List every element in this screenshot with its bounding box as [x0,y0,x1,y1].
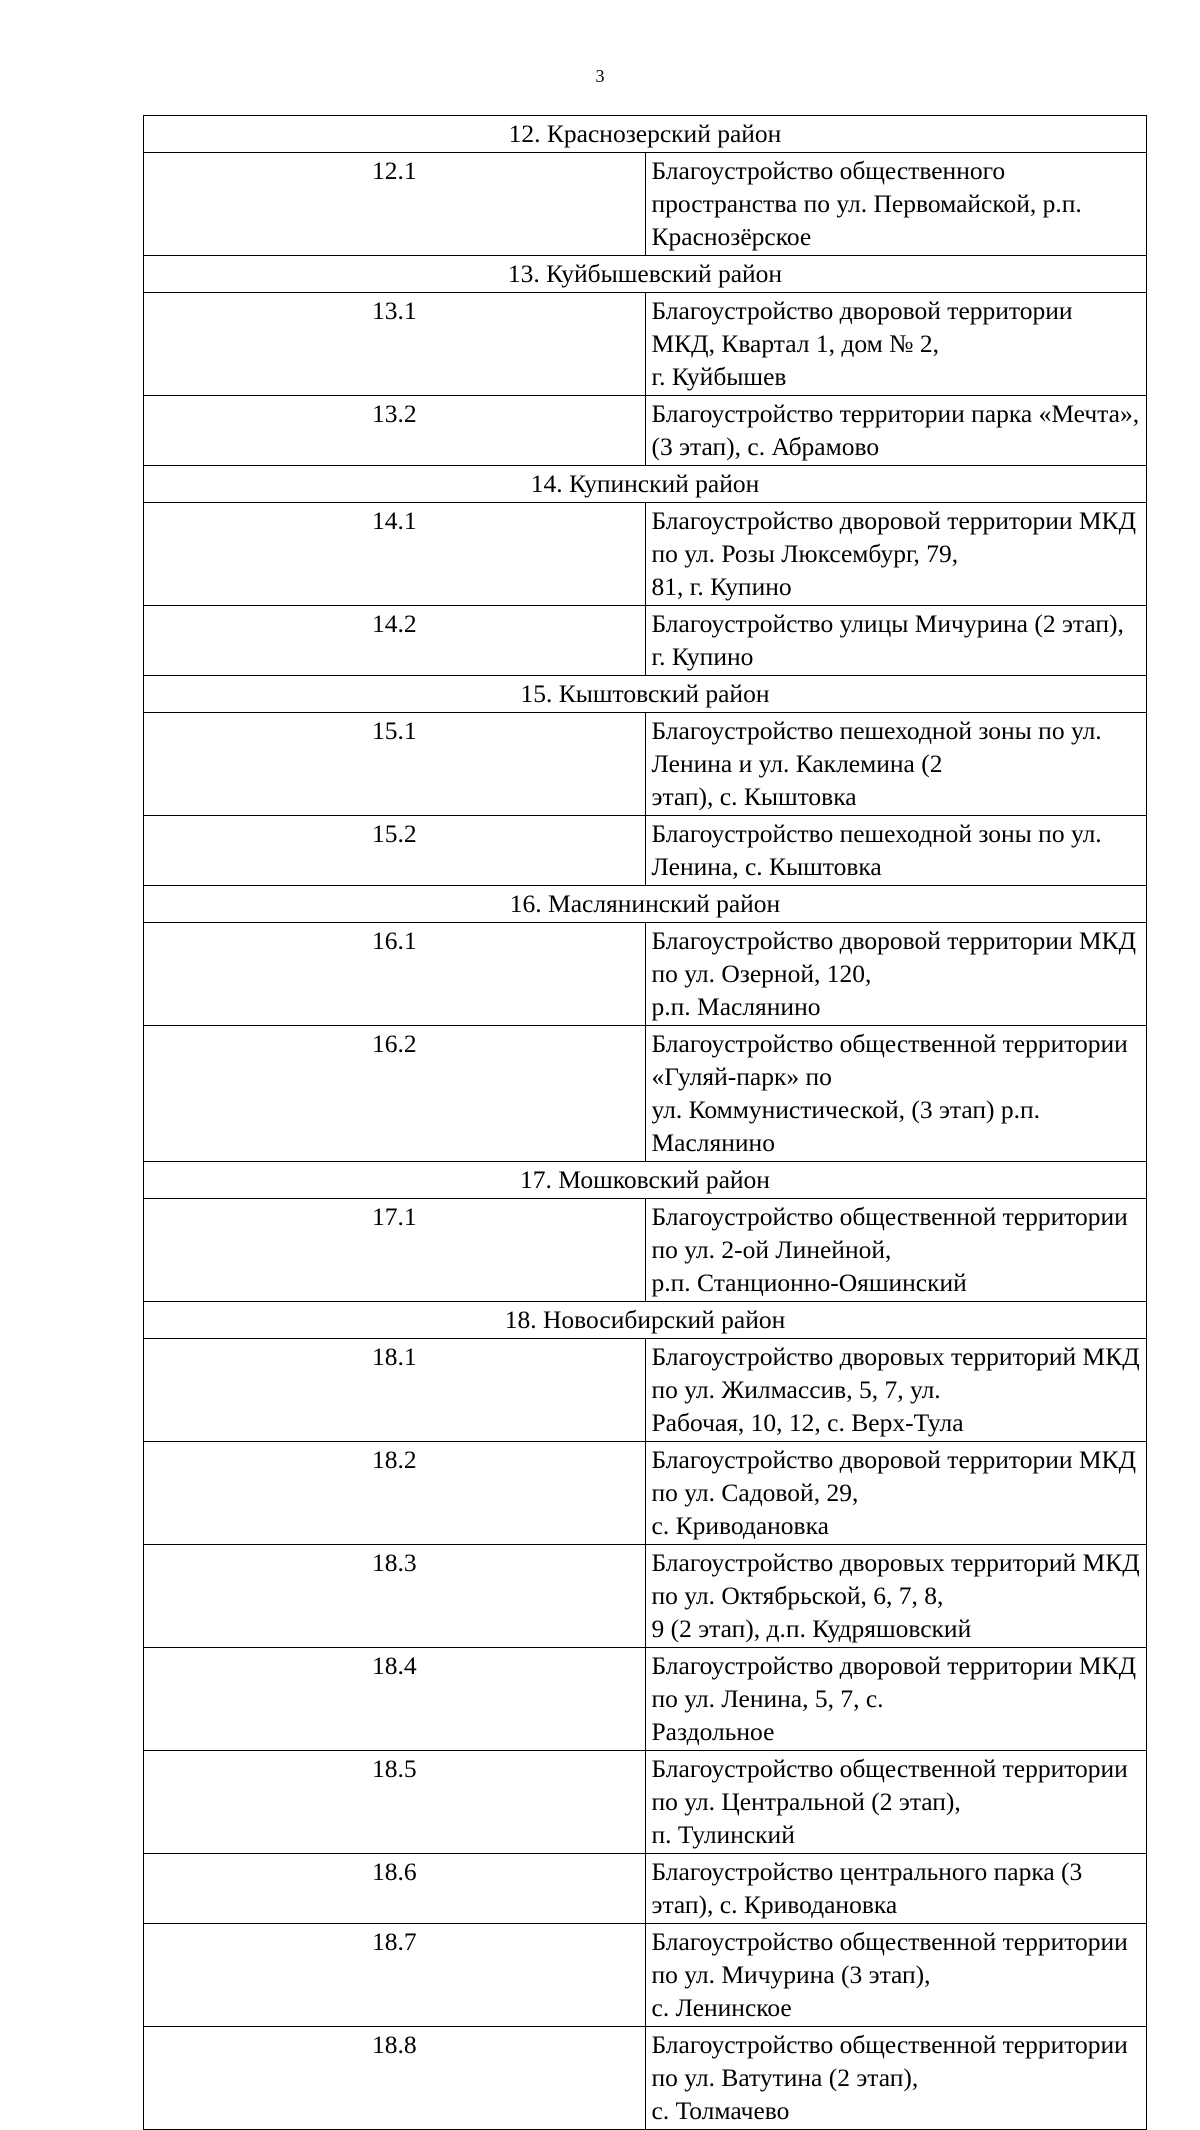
table-row [144,293,1147,396]
table-row [144,503,1147,606]
description-line: Благоустройство дворовой территории МКД по ул. Розы Люксембург, 79, [651,506,1136,568]
description-line: ул. Коммунистической, (3 этап) р.п. Маслянино [651,1095,1041,1157]
page-number: 3 [595,66,605,86]
description-line: 9 (2 этап), д.п. Кудряшовский [651,1614,972,1643]
row-description [645,503,1147,606]
description-line: р.п. Станционно-Ояшинский [651,1268,967,1297]
table-row [144,923,1147,1026]
section-title: 15. Кыштовский район [144,676,1147,713]
description-line: с. Ленинское [651,1993,792,2022]
row-description [645,1545,1147,1648]
row-number: 15.2 [144,816,646,886]
row-number: 18.1 [144,1339,646,1442]
projects-table [143,115,1147,2130]
section-header-row [144,116,1147,153]
section-header-row [144,886,1147,923]
row-description [645,606,1147,676]
row-number: 18.4 [144,1648,646,1751]
table-row [144,1442,1147,1545]
description-line: Благоустройство пешеходной зоны по ул. Ленина и ул. Каклемина (2 [651,716,1102,778]
description-line: Краснозёрское [651,222,812,251]
description-line: г. Куйбышев [651,362,787,391]
row-description [645,1026,1147,1162]
row-description [645,1339,1147,1442]
section-header-row [144,466,1147,503]
row-number: 18.5 [144,1751,646,1854]
row-number: 18.7 [144,1924,646,2027]
section-title: 17. Мошковский район [144,1162,1147,1199]
description-line: Благоустройство дворовых территорий МКД по ул. Жилмассив, 5, 7, ул. [651,1342,1140,1404]
table-row [144,1339,1147,1442]
section-title: 18. Новосибирский район [144,1302,1147,1339]
table-row [144,1924,1147,2027]
row-number: 18.8 [144,2027,646,2130]
table-row [144,606,1147,676]
description-line: Благоустройство центрального парка (3 этап), с. Криводановка [651,1857,1083,1919]
description-line: Благоустройство территории парка «Мечта», (3 этап), с. Абрамово [651,399,1140,461]
description-line: Благоустройство общественной территории по ул. 2-ой Линейной, [651,1202,1128,1264]
row-number: 12.1 [144,153,646,256]
row-description [645,1751,1147,1854]
row-number: 14.1 [144,503,646,606]
section-title: 13. Куйбышевский район [144,256,1147,293]
description-line: Благоустройство дворовых территорий МКД по ул. Октябрьской, 6, 7, 8, [651,1548,1140,1610]
row-description [645,153,1147,256]
table-row [144,816,1147,886]
row-number: 13.1 [144,293,646,396]
row-description [645,923,1147,1026]
row-number: 15.1 [144,713,646,816]
description-line: Благоустройство дворовой территории МКД по ул. Озерной, 120, [651,926,1136,988]
row-description [645,1648,1147,1751]
description-line: Благоустройство дворовой территории МКД по ул. Садовой, 29, [651,1445,1136,1507]
row-number: 16.2 [144,1026,646,1162]
row-number: 18.2 [144,1442,646,1545]
row-number: 13.2 [144,396,646,466]
row-description [645,816,1147,886]
description-line: Благоустройство общественной территории «Гуляй-парк» по [651,1029,1128,1091]
row-description [645,1854,1147,1924]
row-description [645,713,1147,816]
description-line: Раздольное [651,1717,775,1746]
table-row [144,1648,1147,1751]
description-line: Благоустройство общественной территории по ул. Ватутина (2 этап), [651,2030,1128,2092]
table-row [144,1026,1147,1162]
projects-table-body [144,116,1147,2130]
description-line: Благоустройство улицы Мичурина (2 этап), г. Купино [651,609,1124,671]
description-line: Рабочая, 10, 12, с. Верх-Тула [651,1408,964,1437]
description-line: Благоустройство общественного пространства по ул. Первомайской, р.п. [651,156,1082,218]
section-title: 14. Купинский район [144,466,1147,503]
section-title: 12. Краснозерский район [144,116,1147,153]
section-header-row [144,676,1147,713]
description-line: Благоустройство дворовой территории МКД, Квартал 1, дом № 2, [651,296,1073,358]
description-line: Благоустройство общественной территории по ул. Мичурина (3 этап), [651,1927,1128,1989]
table-row [144,713,1147,816]
description-line: р.п. Маслянино [651,992,821,1021]
description-line: Благоустройство дворовой территории МКД по ул. Ленина, 5, 7, с. [651,1651,1136,1713]
row-description [645,293,1147,396]
table-row [144,1199,1147,1302]
description-line: 81, г. Купино [651,572,792,601]
table-row [144,1854,1147,1924]
row-description [645,1442,1147,1545]
row-description [645,2027,1147,2130]
section-header-row [144,1302,1147,1339]
row-number: 17.1 [144,1199,646,1302]
section-header-row [144,1162,1147,1199]
table-row [144,396,1147,466]
row-number: 18.6 [144,1854,646,1924]
table-row [144,2027,1147,2130]
table-row [144,1751,1147,1854]
table-row [144,1545,1147,1648]
description-line: с. Толмачево [651,2096,790,2125]
row-description [645,1199,1147,1302]
table-row [144,153,1147,256]
description-line: этап), с. Кыштовка [651,782,857,811]
section-header-row [144,256,1147,293]
description-line: Благоустройство пешеходной зоны по ул. Ленина, с. Кыштовка [651,819,1102,881]
description-line: с. Криводановка [651,1511,829,1540]
description-line: п. Тулинский [651,1820,795,1849]
row-description [645,396,1147,466]
row-description [645,1924,1147,2027]
section-title: 16. Маслянинский район [144,886,1147,923]
row-number: 16.1 [144,923,646,1026]
description-line: Благоустройство общественной территории по ул. Центральной (2 этап), [651,1754,1128,1816]
row-number: 14.2 [144,606,646,676]
row-number: 18.3 [144,1545,646,1648]
